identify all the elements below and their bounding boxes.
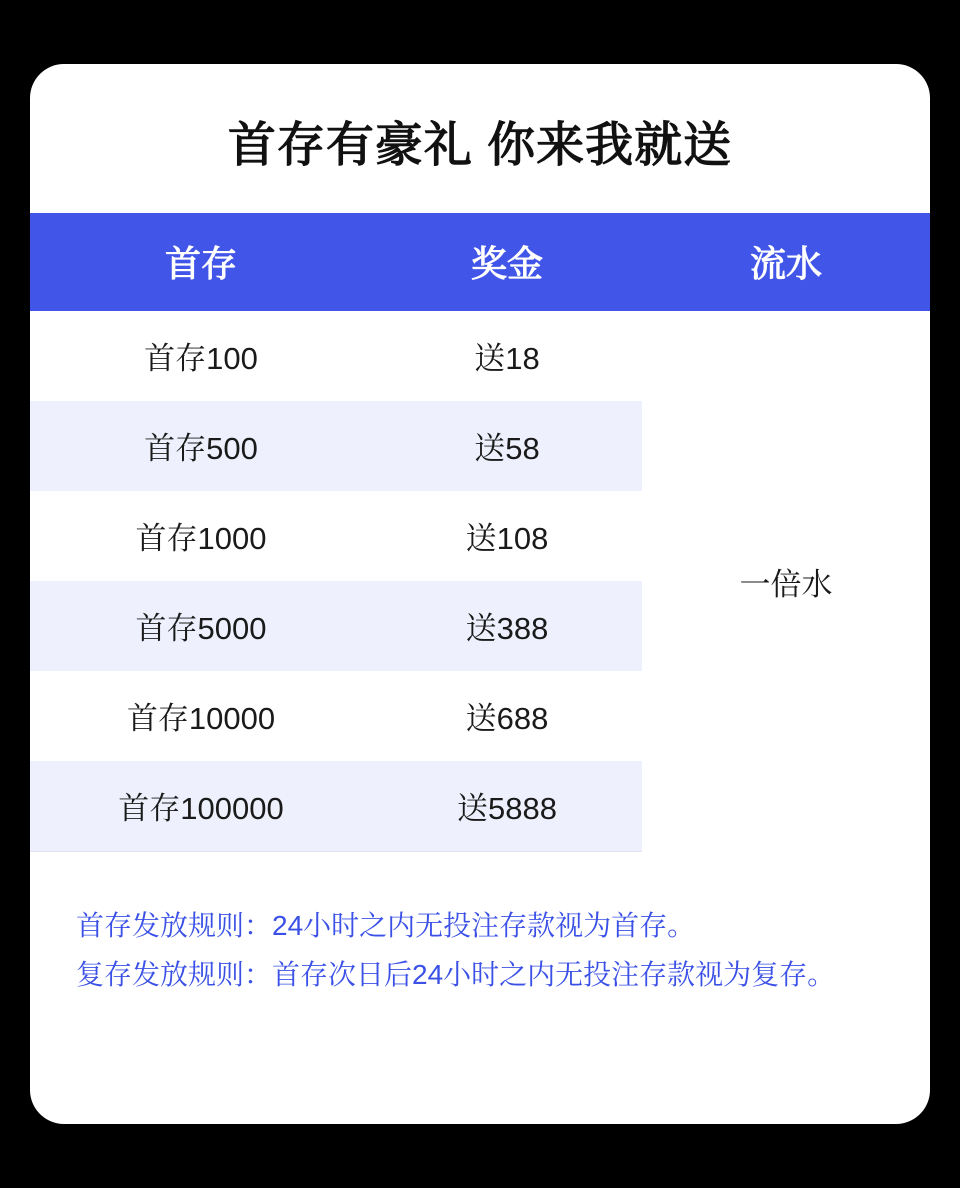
rule-first-deposit: 首存发放规则：24小时之内无投注存款视为首存。 (76, 909, 696, 941)
column-header-deposit: 首存 (30, 213, 372, 311)
cell-bonus: 送5888 (372, 761, 642, 852)
cell-bonus: 送18 (372, 311, 642, 401)
promo-card (30, 64, 930, 1124)
table-body (30, 311, 930, 852)
table-row (30, 311, 930, 401)
cell-deposit: 首存500 (30, 401, 372, 491)
cell-flow-requirement: 一倍水 (642, 311, 930, 852)
rule-repeat-deposit: 复存发放规则：首存次日后24小时之内无投注存款视为复存。 (76, 959, 836, 991)
cell-deposit: 首存100000 (30, 761, 372, 852)
rules-notes (30, 852, 930, 1003)
cell-bonus: 送688 (372, 671, 642, 761)
table-header (30, 213, 930, 311)
page-title: 首存有豪礼 你来我就送 (227, 119, 733, 172)
cell-deposit: 首存100 (30, 311, 372, 401)
column-header-flow: 流水 (642, 213, 930, 311)
bonus-table (30, 213, 930, 852)
cell-deposit: 首存1000 (30, 491, 372, 581)
cell-bonus: 送58 (372, 401, 642, 491)
cell-deposit: 首存5000 (30, 581, 372, 671)
cell-bonus: 送388 (372, 581, 642, 671)
table-header-row (30, 213, 930, 311)
column-header-bonus: 奖金 (372, 213, 642, 311)
cell-bonus: 送108 (372, 491, 642, 581)
cell-deposit: 首存10000 (30, 671, 372, 761)
